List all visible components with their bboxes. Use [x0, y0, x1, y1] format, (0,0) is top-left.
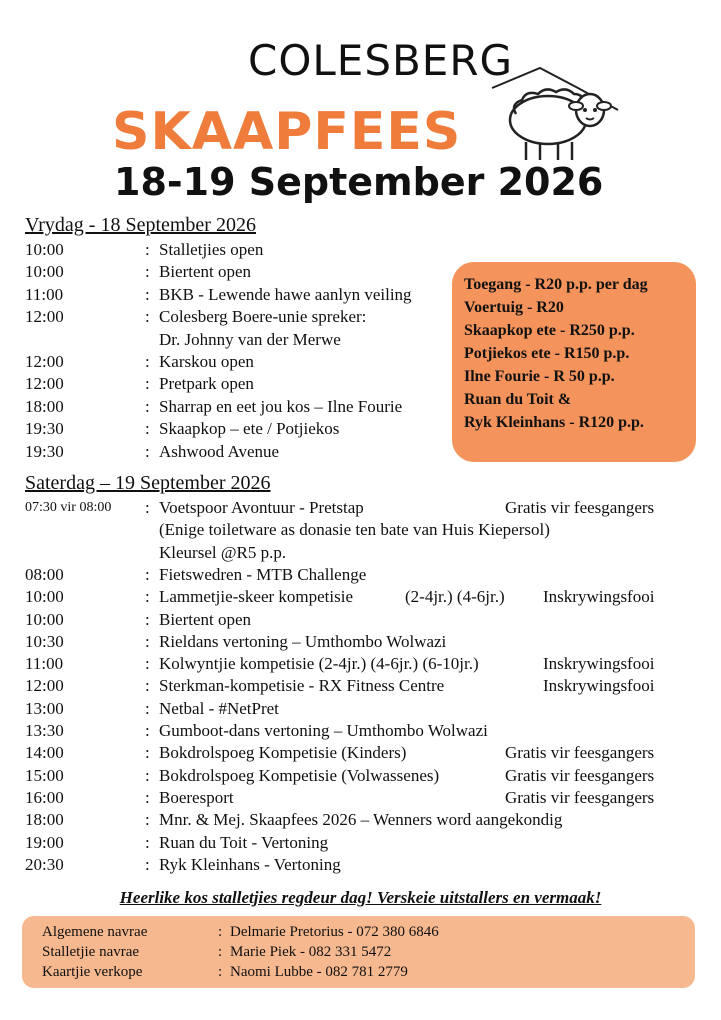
schedule-row: 10:00 : Lammetjie-skeer kompetisie (2-4jr.) (4-6jr.) Inskrywingsfooi	[25, 587, 655, 607]
schedule-time: 11:00	[25, 654, 64, 674]
schedule-desc: Sharrap en eet jou kos – Ilne Fourie	[159, 396, 403, 416]
schedule-desc: Kleursel @R5 p.p.	[159, 542, 287, 562]
event-header	[98, 18, 620, 204]
schedule-time: 13:30	[25, 721, 64, 740]
schedule-time: 12:00	[25, 352, 64, 371]
schedule-desc: Bokdrolspoeg Kompetisie (Volwassenes)	[159, 765, 440, 785]
footer-tagline: Heerlike kos stalletjies regdeur dag! Verskeie uitstallers en vermaak!	[119, 888, 602, 907]
schedule-row: 19:30 : Skaapkop – ete / Potjiekos	[25, 419, 340, 439]
schedule-desc: (Enige toiletware as donasie ten bate van Huis Kiepersol)	[159, 520, 550, 540]
price-entry: Toegang - R20 p.p. per dag	[464, 276, 648, 293]
schedule-desc: Ryk Kleinhans - Vertoning	[159, 854, 341, 874]
schedule-desc: Netbal - #NetPret	[159, 698, 279, 718]
schedule-row: 07:30 vir 08:00 : Voetspoor Avontuur - Pretstap Gratis vir feesgangers	[25, 498, 655, 517]
price-entry: Voertuig - R20	[464, 299, 564, 316]
schedule-desc: Colesberg Boere-unie spreker:	[159, 307, 367, 327]
schedule-time: 12:00	[25, 374, 64, 394]
event-title: SKAAPFEES	[112, 102, 462, 162]
schedule-age-groups: (2-4jr.) (4-6jr.)	[405, 587, 505, 607]
schedule-row: 19:30 : Ashwood Avenue	[25, 441, 280, 461]
schedule-row: 13:00 : Netbal - #NetPret	[25, 698, 279, 718]
schedule-row: 19:00 : Ruan du Toit - Vertoning	[25, 832, 329, 852]
schedule-desc: Sterkman-kompetisie - RX Fitness Centre	[159, 676, 445, 696]
schedule-time: 13:00	[25, 698, 64, 718]
schedule-row: 08:00 : Fietswedren - MTB Challenge	[25, 564, 367, 584]
schedule-time: 10:00	[25, 240, 64, 259]
contact-label: Algemene navrae	[42, 924, 148, 940]
schedule-fee-note: Gratis vir feesgangers	[505, 765, 655, 785]
price-entry: Potjiekos ete - R150 p.p.	[464, 345, 630, 362]
contact-value: Delmarie Pretorius - 072 380 6846	[230, 924, 439, 940]
price-box	[452, 262, 696, 462]
contact-value: Naomi Lubbe - 082 781 2779	[230, 964, 408, 980]
schedule-row: 10:00 : Biertent open	[25, 262, 252, 282]
schedule-time: 12:00	[25, 676, 64, 696]
schedule-time: 19:30	[25, 419, 64, 439]
contact-label: Kaartjie verkope	[42, 964, 143, 980]
saturday-heading: Saterdag – 19 September 2026	[25, 472, 271, 494]
contact-box: Algemene navrae : Delmarie Pretorius - 072 380 6846 Stalletjie navrae : Marie Piek - 082 331 5472 Kaartjie verkope : Naomi Lubbe - 082 781 2779	[22, 916, 695, 988]
schedule-row: 11:00 : Kolwyntjie kompetisie (2-4jr.) (4-6jr.) (6-10jr.) Inskrywingsfooi	[25, 654, 655, 674]
event-dates: 18-19 September 2026	[114, 160, 604, 204]
schedule-time: 10:00	[25, 262, 64, 282]
schedule-row: 18:00 : Sharrap en eet jou kos – Ilne Fourie	[25, 396, 403, 416]
schedule-time: 19:30	[25, 441, 64, 461]
schedule-row	[25, 520, 715, 542]
schedule-desc: Boeresport	[159, 787, 234, 807]
schedule-row: 12:00 : Colesberg Boere-unie spreker:	[25, 307, 367, 327]
schedule-time: 11:00	[25, 284, 64, 304]
schedule-time: 10:00	[25, 587, 64, 607]
town-title: COLESBERG	[248, 36, 514, 85]
schedule-row: 12:00 : Karskou open	[25, 352, 254, 371]
contact-value: Marie Piek - 082 331 5472	[230, 944, 392, 960]
schedule-fee-note: Gratis vir feesgangers	[505, 743, 655, 763]
schedule-row: 16:00 : Boeresport Gratis vir feesgangers	[25, 787, 655, 807]
schedule-desc: Gumboot-dans vertoning – Umthombo Wolwazi	[159, 721, 488, 740]
friday-heading: Vrydag - 18 September 2026	[25, 214, 256, 236]
schedule-fee-note: Inskrywingsfooi	[543, 587, 655, 607]
schedule-row: 12:00 : Sterkman-kompetisie - RX Fitness Centre Inskrywingsfooi	[25, 676, 655, 696]
schedule-time: 10:00	[25, 609, 64, 629]
schedule-fee-note: Gratis vir feesgangers	[505, 498, 655, 517]
schedule-desc: Karskou open	[159, 352, 254, 371]
contact-label: Stalletjie navrae	[42, 944, 140, 960]
schedule-desc: Ruan du Toit - Vertoning	[159, 832, 329, 852]
schedule-fee-note: Inskrywingsfooi	[543, 676, 655, 696]
schedule-row: 15:00 : Bokdrolspoeg Kompetisie (Volwassenes) Gratis vir feesgangers	[25, 765, 655, 785]
schedule-time: 18:00	[25, 396, 64, 416]
schedule-row: 11:00 : BKB - Lewende hawe aanlyn veiling	[25, 284, 412, 304]
schedule-time: 16:00	[25, 787, 64, 807]
schedule-desc: Mnr. & Mej. Skaapfees 2026 – Wenners word aangekondig	[159, 810, 563, 830]
schedule-desc: Voetspoor Avontuur - Pretstap	[159, 498, 364, 517]
schedule-desc: BKB - Lewende hawe aanlyn veiling	[159, 284, 412, 304]
schedule-row: 10:00 : Stalletjies open	[25, 240, 264, 259]
schedule-time: 12:00	[25, 307, 64, 327]
schedule-time: 10:30	[25, 631, 64, 651]
schedule-desc: Skaapkop – ete / Potjiekos	[159, 419, 340, 439]
schedule-time: 20:30	[25, 854, 64, 874]
schedule-desc: Lammetjie-skeer kompetisie	[159, 587, 354, 607]
schedule-row: 20:30 : Ryk Kleinhans - Vertoning	[25, 854, 341, 874]
schedule-time: 19:00	[25, 832, 64, 852]
schedule-desc: Kolwyntjie kompetisie (2-4jr.) (4-6jr.) (6-10jr.)	[159, 654, 479, 674]
schedule-row: 10:30 : Rieldans vertoning – Umthombo Wolwazi	[25, 631, 447, 651]
price-entry: Ruan du Toit &	[464, 391, 572, 408]
schedule-desc: Fietswedren - MTB Challenge	[159, 564, 367, 584]
schedule-row: 14:00 : Bokdrolspoeg Kompetisie (Kinders) Gratis vir feesgangers	[25, 743, 655, 763]
schedule-row: 10:00 : Biertent open	[25, 609, 252, 629]
schedule-fee-note: Gratis vir feesgangers	[505, 787, 655, 807]
schedule-row	[25, 543, 715, 565]
schedule-desc: Rieldans vertoning – Umthombo Wolwazi	[159, 631, 447, 651]
schedule-desc: Ashwood Avenue	[159, 441, 280, 461]
sheep-icon	[490, 58, 620, 164]
schedule-time: 08:00	[25, 564, 64, 584]
price-entry: Ryk Kleinhans - R120 p.p.	[464, 414, 644, 431]
schedule-fee-note: Inskrywingsfooi	[543, 654, 655, 674]
schedule-desc: Dr. Johnny van der Merwe	[159, 329, 341, 349]
price-entry: Skaapkop ete - R250 p.p.	[464, 322, 635, 339]
schedule-time: 18:00	[25, 810, 64, 830]
schedule-row: 13:30 : Gumboot-dans vertoning – Umthombo Wolwazi	[25, 721, 488, 740]
schedule-desc: Bokdrolspoeg Kompetisie (Kinders)	[159, 743, 407, 763]
schedule-time: 14:00	[25, 743, 64, 763]
schedule-desc: Biertent open	[159, 262, 252, 282]
schedule-desc: Stalletjies open	[159, 240, 264, 259]
schedule-time: 07:30 vir 08:00	[25, 500, 112, 515]
schedule-time: 15:00	[25, 765, 64, 785]
schedule-row: 12:00 : Pretpark open	[25, 374, 254, 394]
price-entry: Ilne Fourie - R 50 p.p.	[464, 368, 615, 385]
schedule-row: 18:00 : Mnr. & Mej. Skaapfees 2026 – Wenners word aangekondig	[25, 810, 563, 830]
schedule-desc: Pretpark open	[159, 374, 254, 394]
schedule-desc: Biertent open	[159, 609, 252, 629]
